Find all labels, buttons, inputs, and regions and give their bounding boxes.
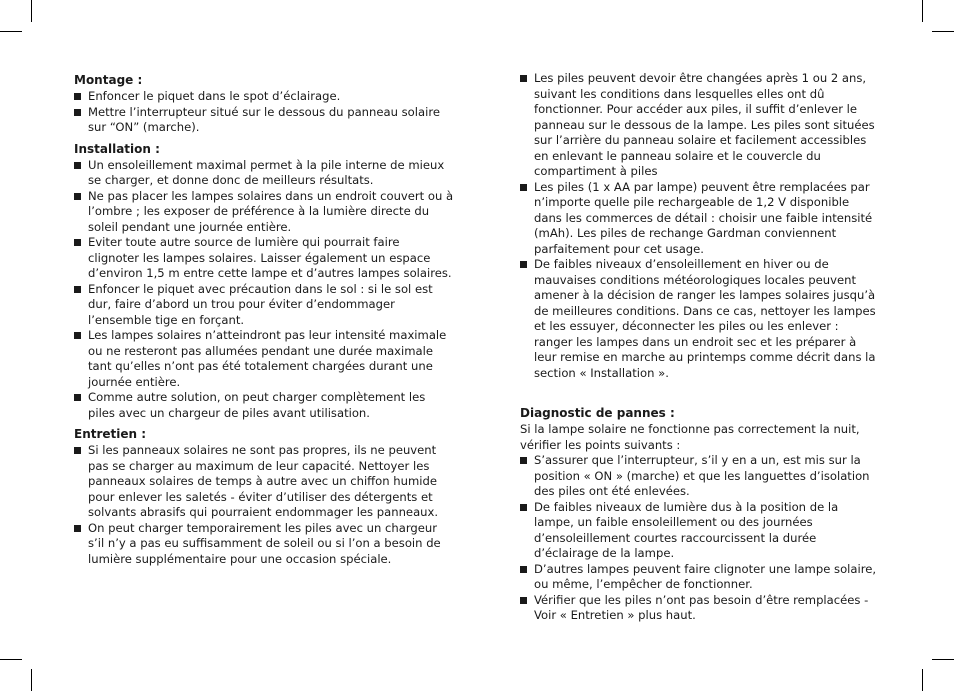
list-item: D’autres lampes peuvent faire clignoter une lampe solaire, ou même, l’empêcher de fonctionner. <box>520 562 880 593</box>
list-item: S’assurer que l’interrupteur, s’il y en a un, est mis sur la position « ON » (marche) et que les languettes d’isolation des piles ont été enlevées. <box>520 453 880 500</box>
square-bullet-icon <box>520 504 527 511</box>
crop-mark-bottom-right-vertical <box>922 669 923 691</box>
list-item: Les piles (1 x AA par lampe) peuvent être remplacées par n’importe quelle pile rechargeable de 1,2 V disponible dans les commerces de détail : choisir une faible intensité (mAh). Les piles de rechange Gardman conviennent parfaitement pour cet usage. <box>520 180 880 258</box>
square-bullet-icon <box>74 193 81 200</box>
crop-mark-bottom-right-horizontal <box>932 659 954 660</box>
section-spacer <box>520 385 880 404</box>
square-bullet-icon <box>520 261 527 268</box>
square-bullet-icon <box>520 184 527 191</box>
heading-montage: Montage : <box>74 73 143 87</box>
square-bullet-icon <box>74 332 81 339</box>
heading-diagnostic: Diagnostic de pannes : <box>520 406 675 420</box>
section-installation <box>74 140 454 422</box>
list-item: Comme autre solution, on peut charger complètement les piles avec un chargeur de piles avant utilisation. <box>74 390 454 421</box>
crop-mark-top-left-vertical <box>31 0 32 22</box>
heading-installation: Installation : <box>74 141 160 156</box>
section-montage <box>74 71 454 136</box>
list-item: Les piles peuvent devoir être changées après 1 ou 2 ans, suivant les conditions dans lesquelles elles ont dû fonctionner. Pour accéder aux piles, il suffit d’enlever le panneau sur le dessous de la lampe. Les piles sont situées sur l’arrière du panneau solaire et facilement accessibles en enlevant le panneau solaire et le couvercle du compartiment à piles <box>520 71 880 180</box>
list-item: Vérifier que les piles n’ont pas besoin d’être remplacées - Voir « Entretien » plus haut. <box>520 593 880 624</box>
crop-mark-top-left-horizontal <box>0 31 22 32</box>
square-bullet-icon <box>74 109 81 116</box>
square-bullet-icon <box>74 93 81 100</box>
list-item: Mettre l’interrupteur situé sur le dessous du panneau solaire sur “ON” (marche). <box>74 105 454 136</box>
square-bullet-icon <box>74 286 81 293</box>
square-bullet-icon <box>74 525 81 532</box>
list-montage <box>74 89 454 136</box>
list-item: Un ensoleillement maximal permet à la pile interne de mieux se charger, et donne donc de meilleurs résultats. <box>74 158 454 189</box>
square-bullet-icon <box>520 75 527 82</box>
list-entretien <box>74 443 454 567</box>
list-item: De faibles niveaux d’ensoleillement en hiver ou de mauvaises conditions météorologiques locales peuvent amener à la décision de ranger les lampes solaires jusqu’à de meilleures conditions. Dans ce cas, nettoyer les lampes et les essuyer, déconnecter les piles ou les enlever : ranger les lampes dans un endroit sec et les préparer à leur remise en marche au printemps comme décrit dans la section « Installation ». <box>520 257 880 381</box>
list-diagnostic <box>520 453 880 624</box>
crop-mark-top-right-horizontal <box>932 31 954 32</box>
right-column <box>520 71 880 628</box>
diagnostic-intro: Si la lampe solaire ne fonctionne pas correctement la nuit, vérifier les points suivants : <box>520 422 860 452</box>
list-installation <box>74 158 454 422</box>
square-bullet-icon <box>520 566 527 573</box>
list-item: Les lampes solaires n’atteindront pas leur intensité maximale ou ne resteront pas allumées pendant une durée maximale tant qu’elles n’ont pas été totalement chargées durant une journée entière. <box>74 328 454 390</box>
section-diagnostic <box>520 404 880 624</box>
list-item: De faibles niveaux de lumière dus à la position de la lampe, un faible ensoleillement ou des journées d’ensoleillement courtes raccourcissent la durée d’éclairage de la lampe. <box>520 500 880 562</box>
square-bullet-icon <box>74 394 81 401</box>
list-entretien-continued <box>520 71 880 381</box>
heading-entretien: Entretien : <box>74 427 147 441</box>
square-bullet-icon <box>520 597 527 604</box>
crop-mark-top-right-vertical <box>922 0 923 22</box>
square-bullet-icon <box>74 239 81 246</box>
list-item: Si les panneaux solaires ne sont pas propres, ils ne peuvent pas se charger au maximum de leur capacité. Nettoyer les panneaux solaires de temps à autre avec un chiffon humide pour enlever les saletés - éviter d’utiliser des détergents et solvants abrasifs qui pourraient endommager les panneaux. <box>74 443 454 521</box>
square-bullet-icon <box>74 162 81 169</box>
square-bullet-icon <box>520 457 527 464</box>
list-item: Eviter toute autre source de lumière qui pourrait faire clignoter les lampes solaires. Laisser également un espace d’environ 1,5 m entre cette lampe et d’autres lampes solaires. <box>74 235 454 282</box>
square-bullet-icon <box>74 447 81 454</box>
list-item: Enfoncer le piquet avec précaution dans le sol : si le sol est dur, faire d’abord un trou pour éviter d’endommager l’ensemble tige en forçant. <box>74 282 454 329</box>
crop-mark-bottom-left-vertical <box>31 669 32 691</box>
section-entretien-continued <box>520 71 880 381</box>
left-column <box>74 71 454 571</box>
list-item: Ne pas placer les lampes solaires dans un endroit couvert ou à l’ombre ; les exposer de préférence à la lumière directe du soleil pendant une journée entière. <box>74 189 454 236</box>
section-entretien <box>74 425 454 567</box>
crop-mark-bottom-left-horizontal <box>0 659 22 660</box>
list-item: On peut charger temporairement les piles avec un chargeur s’il n’y a pas eu suffisamment de soleil ou si l’on a besoin de lumière supplémentaire pour une occasion spéciale. <box>74 521 454 568</box>
list-item: Enfoncer le piquet dans le spot d’éclairage. <box>74 89 454 105</box>
